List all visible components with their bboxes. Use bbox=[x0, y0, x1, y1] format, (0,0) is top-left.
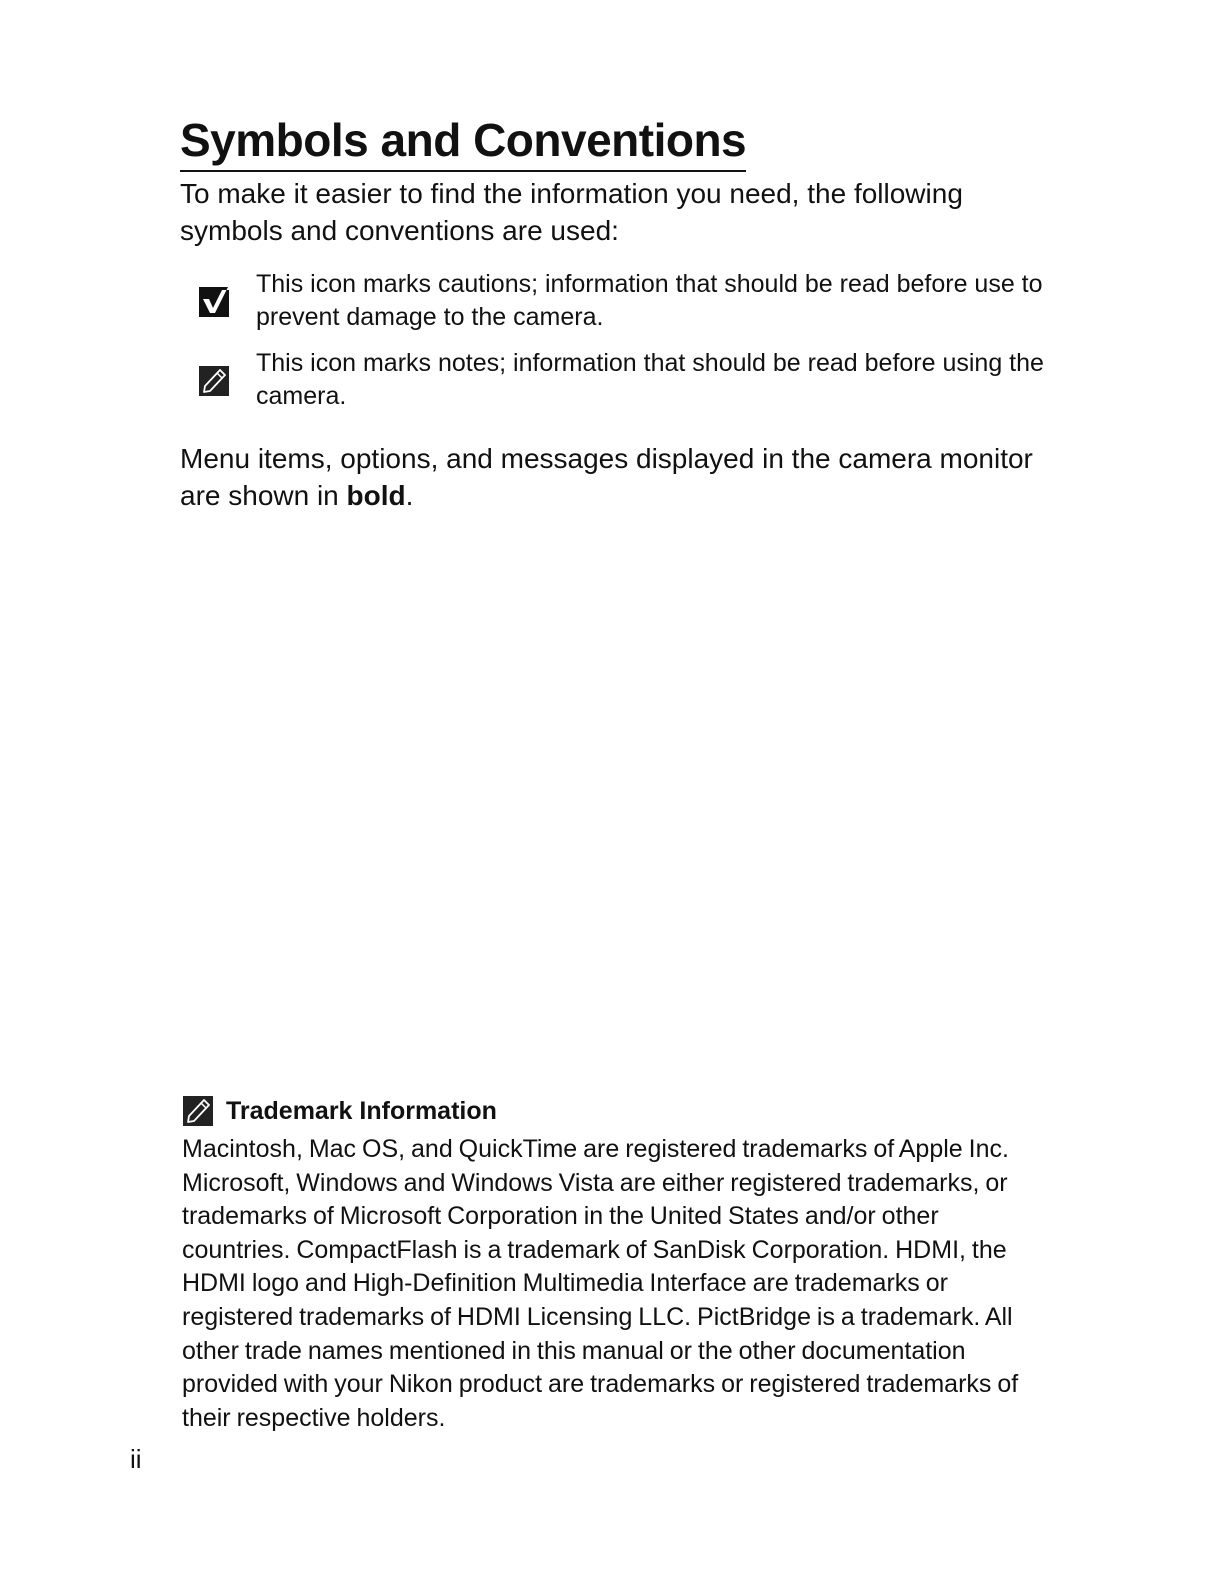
page-title: Symbols and Conventions bbox=[180, 112, 746, 172]
menu-convention-suffix: . bbox=[405, 480, 414, 511]
trademark-title: Trademark Information bbox=[226, 1096, 497, 1125]
menu-convention-paragraph bbox=[180, 440, 1050, 514]
note-pencil-icon bbox=[198, 365, 230, 397]
bold-example: bold bbox=[346, 480, 406, 511]
note-pencil-icon bbox=[182, 1095, 214, 1127]
intro-paragraph: To make it easier to find the information you need, the following symbols and conventions are used: bbox=[180, 178, 963, 246]
caution-description: This icon marks cautions; information that should be read before use to prevent damage to the camera. bbox=[256, 270, 1043, 331]
trademark-heading bbox=[182, 1094, 497, 1128]
caution-check-icon bbox=[198, 286, 230, 318]
menu-convention-text: Menu items, options, and messages displayed in the camera monitor are shown in bbox=[180, 443, 1033, 511]
page-number: ii bbox=[130, 1444, 142, 1474]
note-description: This icon marks notes; information that should be read before using the camera. bbox=[256, 349, 1044, 410]
trademark-body: Macintosh, Mac OS, and QuickTime are registered trademarks of Apple Inc. Microsoft, Windows and Windows Vista are either registered trademarks, or trademarks of Microsoft Corporation in the United States and/or other countries. CompactFlash is a trademark of SanDisk Corporation. HDMI, the HDMI logo and High-Definition Multimedia Interface are trademarks or registered trademarks of HDMI Licensing LLC. PictBridge is a trademark. All other trade names mentioned in this manual or the other documentation provided with your Nikon product are trademarks or registered trademarks of their respective holders. bbox=[182, 1135, 1019, 1432]
